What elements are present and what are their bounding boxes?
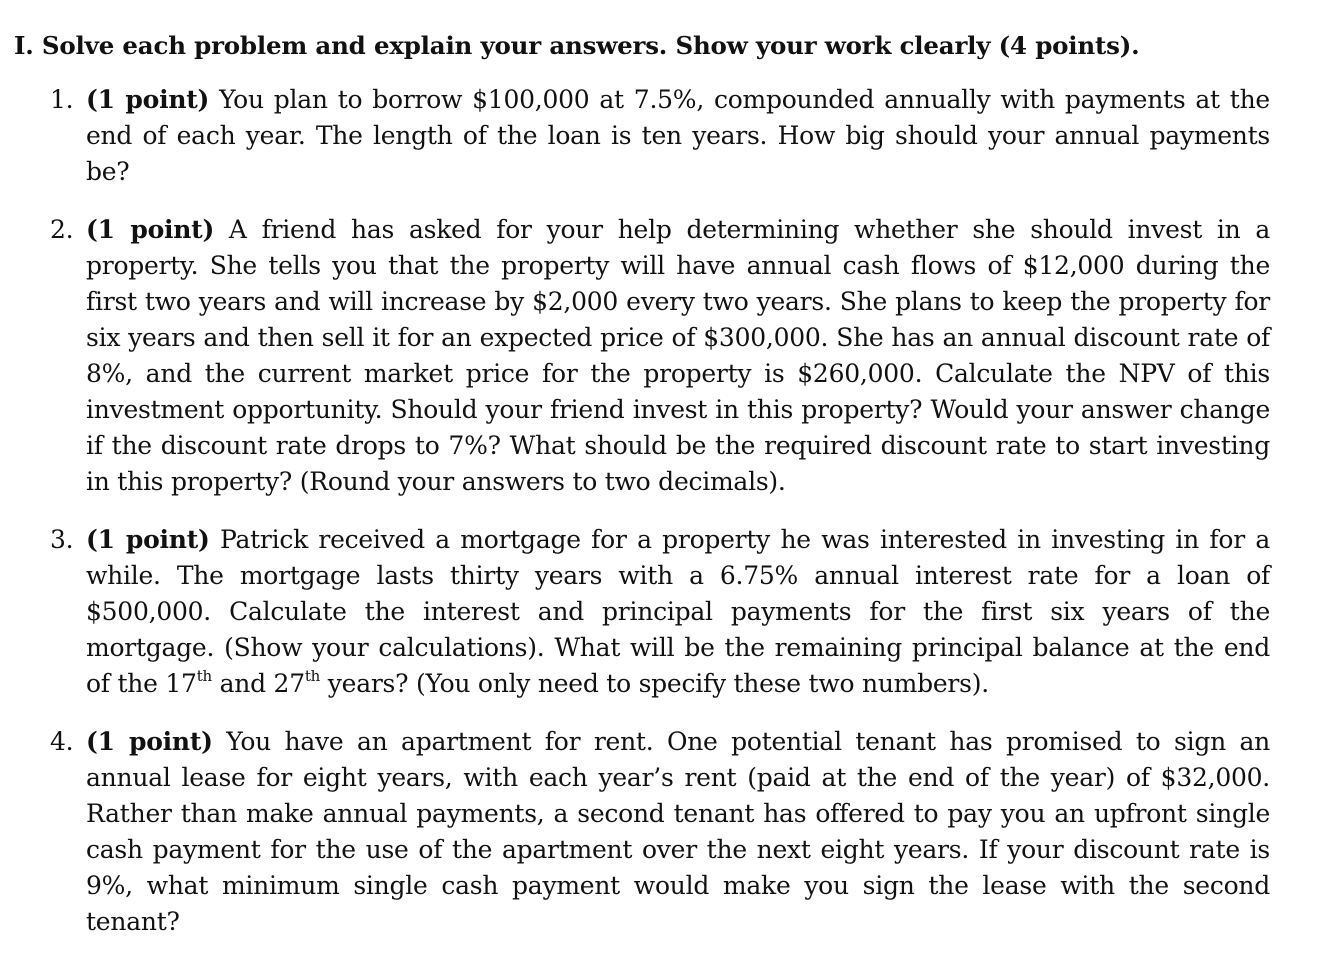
document-page	[14, 28, 1270, 962]
problem-number: 1.	[50, 85, 74, 114]
problem-text-part-b: and 27	[211, 669, 305, 698]
problem-list	[14, 82, 1270, 940]
ordinal-suffix: th	[304, 667, 321, 685]
problem-text-part-c: years? (You only need to specify these two numbers).	[320, 669, 989, 698]
problem-item-1	[14, 82, 1270, 190]
problem-text: A friend has asked for your help determining whether she should invest in a property. She tells you that the property will have annual cash flows of $12,000 during the first two years and will increase by $2,000 every two years. She plans to keep the property for six years and then sell it for an expected price of $300,000. She has an annual discount rate of 8%, and the current market price for the property is $260,000. Calculate the NPV of this investment opportunity. Should your friend invest in this property? Would your answer change if the discount rate drops to 7%? What should be the required discount rate to start investing in this property? (Round your answers to two decimals).	[86, 215, 1270, 496]
problem-item-3	[14, 522, 1270, 702]
problem-points: (1 point)	[86, 525, 210, 554]
problem-text: You have an apartment for rent. One potential tenant has promised to sign an annual lease for eight years, with each year’s rent (paid at the end of the year) of $32,000. Rather than make annual payments, a second tenant has offered to pay you an upfront single cash payment for the use of the apartment over the next eight years. If your discount rate is 9%, what minimum single cash payment would make you sign the lease with the second tenant?	[86, 727, 1270, 936]
ordinal-suffix: th	[196, 667, 212, 685]
problem-points: (1 point)	[86, 85, 210, 114]
problem-text-part-a: Patrick received a mortgage for a property he was interested in investing in for a while. The mortgage lasts thirty years with a 6.75% annual interest rate for a loan of $500,000. Calculate the interest and principal payments for the first six years of the mortgage. (Show your calculations). What will be the remaining principal balance at the end of the 17	[86, 525, 1270, 698]
problem-number: 2.	[50, 215, 74, 244]
problem-number: 3.	[50, 525, 74, 554]
problem-number: 4.	[50, 727, 74, 756]
problem-text: You plan to borrow $100,000 at 7.5%, compounded annually with payments at the end of each year. The length of the loan is ten years. How big should your annual payments be?	[86, 85, 1270, 186]
section-heading: I. Solve each problem and explain your answers. Show your work clearly (4 points).	[14, 31, 1140, 60]
problem-item-4	[14, 724, 1270, 940]
problem-points: (1 point)	[86, 727, 213, 756]
problem-points: (1 point)	[86, 215, 215, 244]
problem-item-2	[14, 212, 1270, 500]
